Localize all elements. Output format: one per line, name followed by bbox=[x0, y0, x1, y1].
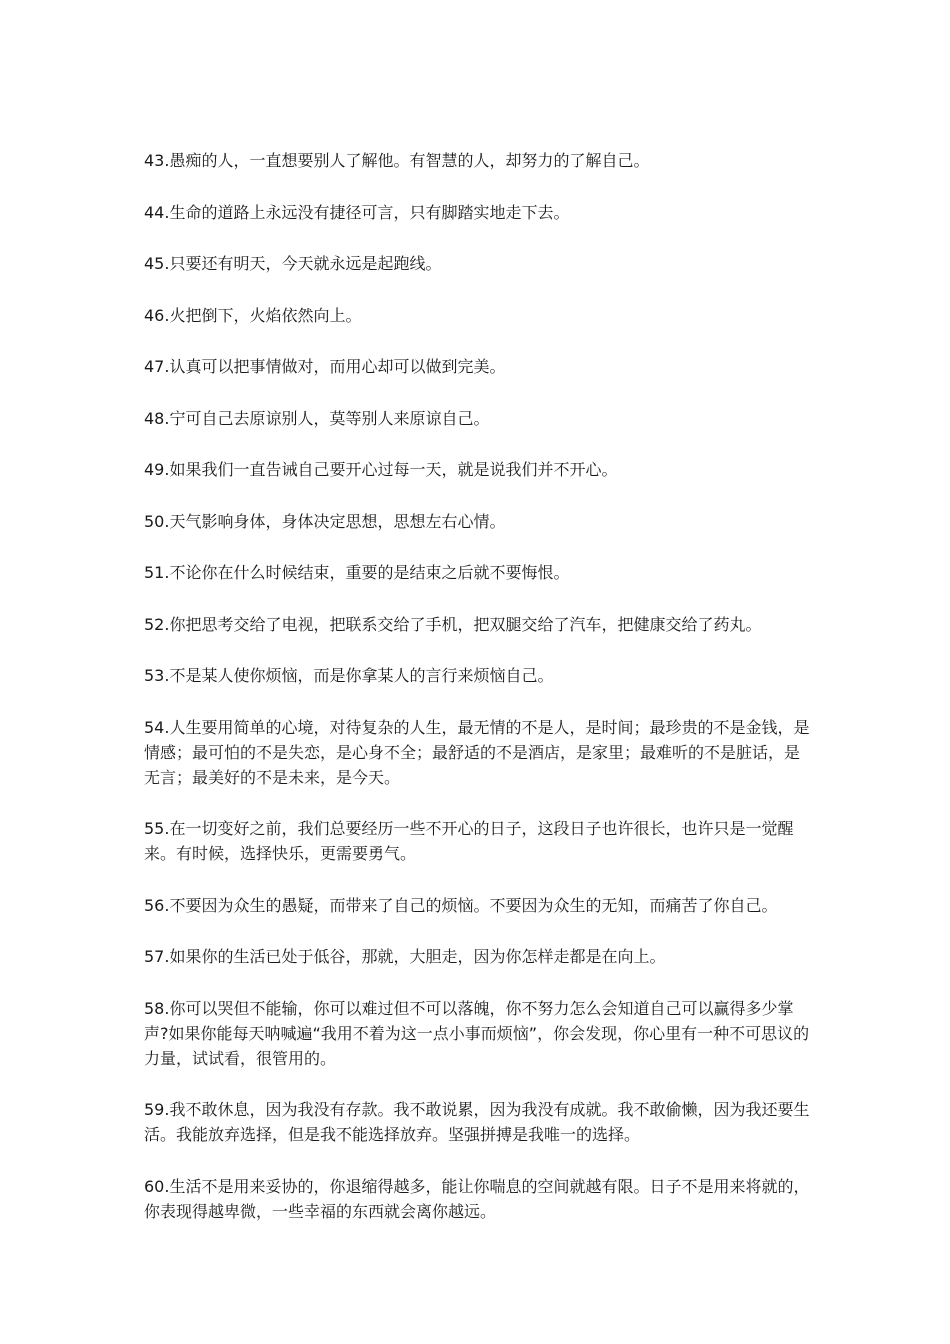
quote-55: 55.在一切变好之前，我们总要经历一些不开心的日子，这段日子也许很长，也许只是一觉醒来。有时候，选择快乐，更需要勇气。 bbox=[144, 819, 794, 863]
quote-56: 56.不要因为众生的愚疑，而带来了自己的烦恼。不要因为众生的无知，而痛苦了你自己。 bbox=[144, 895, 778, 915]
quote-50: 50.天气影响身体，身体决定思想，思想左右心情。 bbox=[144, 511, 506, 531]
quote-48: 48.宁可自己去原谅别人，莫等别人来原谅自己。 bbox=[144, 408, 490, 428]
quote-60: 60.生活不是用来妥协的，你退缩得越多，能让你喘息的空间就越有限。日子不是用来将就的，你表现得越卑微，一些幸福的东西就会离你越远。 bbox=[144, 1176, 810, 1221]
quote-list bbox=[144, 148, 812, 1250]
quote-49: 49.如果我们一直告诫自己要开心过每一天，就是说我们并不开心。 bbox=[144, 460, 618, 479]
quote-52: 52.你把思考交给了电视，把联系交给了手机，把双腿交给了汽车，把健康交给了药丸。 bbox=[144, 614, 762, 634]
quote-45: 45.只要还有明天，今天就永远是起跑线。 bbox=[144, 254, 442, 273]
quote-53: 53.不是某人使你烦恼，而是你拿某人的言行来烦恼自己。 bbox=[144, 666, 554, 685]
quote-59: 59.我不敢休息，因为我没有存款。我不敢说累，因为我没有成就。我不敢偷懒，因为我还要生活。我能放弃选择，但是我不能选择放弃。坚强拼搏是我唯一的选择。 bbox=[144, 1100, 810, 1144]
quote-47: 47.认真可以把事情做对，而用心却可以做到完美。 bbox=[144, 357, 506, 376]
quote-46: 46.火把倒下，火焰依然向上。 bbox=[144, 305, 362, 325]
quote-44: 44.生命的道路上永远没有捷径可言，只有脚踏实地走下去。 bbox=[144, 202, 570, 222]
quote-54: 54.人生要用简单的心境，对待复杂的人生，最无情的不是人，是时间；最珍贵的不是金钱，是情感；最可怕的不是失恋，是心身不全；最舒适的不是酒店，是家里；最难听的不是脏话，是无言；最美好的不是未来，是今天。 bbox=[144, 717, 810, 787]
quote-43: 43.愚痴的人，一直想要别人了解他。有智慧的人，却努力的了解自己。 bbox=[144, 151, 650, 170]
quote-51: 51.不论你在什么时候结束，重要的是结束之后就不要悔恨。 bbox=[144, 563, 570, 582]
quote-58: 58.你可以哭但不能输，你可以难过但不可以落魄，你不努力怎么会知道自己可以赢得多少掌声?如果你能每天呐喊遍“我用不着为这一点小事而烦恼”，你会发现，你心里有一种不可思议的力量，试试看，很管用的。 bbox=[144, 998, 810, 1068]
quote-57: 57.如果你的生活已处于低谷，那就，大胆走，因为你怎样走都是在向上。 bbox=[144, 947, 666, 966]
